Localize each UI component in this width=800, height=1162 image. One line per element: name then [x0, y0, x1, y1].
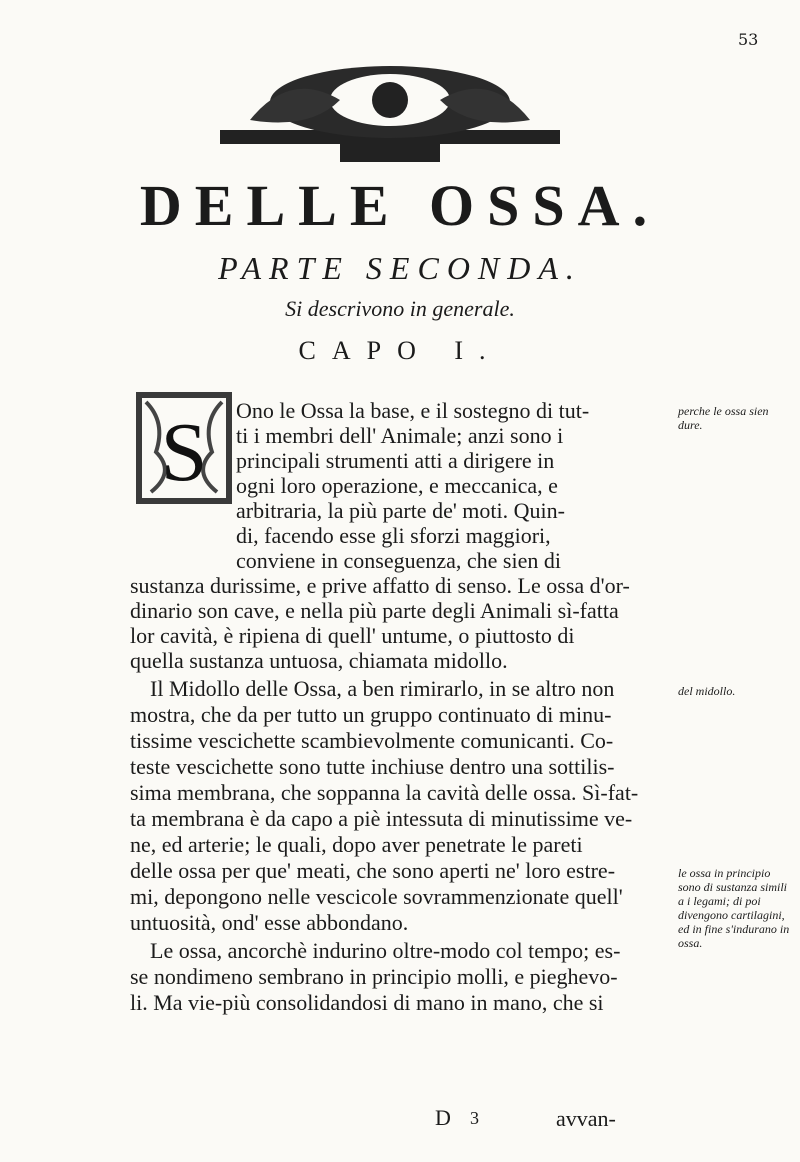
text-line-24: li. Ma vie-più consolidandosi di mano in mano, che si — [130, 990, 604, 1015]
text-line-17: ta membrana è da capo a piè intessuta di minutissime ve- — [130, 806, 633, 831]
text-line-2: ti i membri dell' Animale; anzi sono i — [236, 423, 564, 448]
margin-note-1: perche le ossa sien dure. — [678, 404, 769, 432]
text-line-13: mostra, che da per tutto un gruppo continuato di minu- — [130, 702, 612, 727]
text-line-22: Le ossa, ancorchè indurino oltre-modo col tempo; es- — [150, 938, 621, 963]
text-line-21: untuosità, ond' esse abbondano. — [130, 910, 409, 935]
text-line-9: dinario son cave, e nella più parte degli Animali sì-fatta — [130, 598, 619, 623]
text-line-19: delle ossa per que' meati, che sono aperti ne' loro estre- — [130, 858, 616, 883]
text-line-15: teste vescichette sono tutte inchiuse dentro una sottilis- — [130, 754, 615, 779]
signature-letter: D — [435, 1105, 451, 1130]
text-line-20: mi, depongono nelle vescicole sovrammenzionate quell' — [130, 884, 623, 909]
chapter-heading: CAPO I. — [298, 336, 502, 365]
text-line-5: arbitraria, la più parte de' moti. Quin- — [236, 498, 565, 523]
text-line-6: di, facendo esse gli sforzi maggiori, — [236, 523, 551, 548]
margin-note-2: del midollo. — [678, 684, 736, 698]
text-line-1: Ono le Ossa la base, e il sostegno di tut- — [236, 398, 590, 423]
text-line-23: se nondimeno sembrano in principio molli, e pieghevo- — [130, 964, 618, 989]
decorative-drop-cap-s — [136, 392, 232, 504]
catchword: avvan- — [556, 1106, 616, 1131]
text-line-7: conviene in conseguenza, che sien di — [236, 548, 561, 573]
svg-text:S: S — [160, 406, 208, 499]
text-line-12: Il Midollo delle Ossa, a ben rimirarlo, in se altro non — [150, 676, 615, 701]
text-line-8: sustanza durissime, e prive affatto di senso. Le ossa d'or- — [130, 573, 630, 598]
text-line-14: tissime vescichette scambievolmente comunicanti. Co- — [130, 728, 614, 753]
text-line-11: quella sustanza untuosa, chiamata midollo. — [130, 648, 508, 673]
text-line-10: lor cavità, è ripiena di quell' untume, o piuttosto di — [130, 623, 575, 648]
intro-line: Si descrivono in generale. — [285, 296, 515, 321]
margin-note-3: le ossa in principio sono di sustanza simili a i legami; di poi divengono cartilagini, ed in fine s'indurano in ossa. — [678, 866, 790, 950]
section-title: DELLE OSSA. — [139, 173, 661, 238]
page-number: 53 — [738, 30, 759, 49]
text-line-4: ogni loro operazione, e meccanica, e — [236, 473, 558, 498]
signature-number: 3 — [470, 1108, 479, 1128]
text-line-16: sima membrana, che soppanna la cavità delle ossa. Sì-fat- — [130, 780, 639, 805]
part-subtitle: PARTE SECONDA. — [218, 250, 582, 286]
ornamental-headpiece — [190, 60, 590, 170]
text-line-3: principali strumenti atti a dirigere in — [236, 448, 555, 473]
text-line-18: ne, ed arterie; le quali, dopo aver penetrate le pareti — [130, 832, 583, 857]
